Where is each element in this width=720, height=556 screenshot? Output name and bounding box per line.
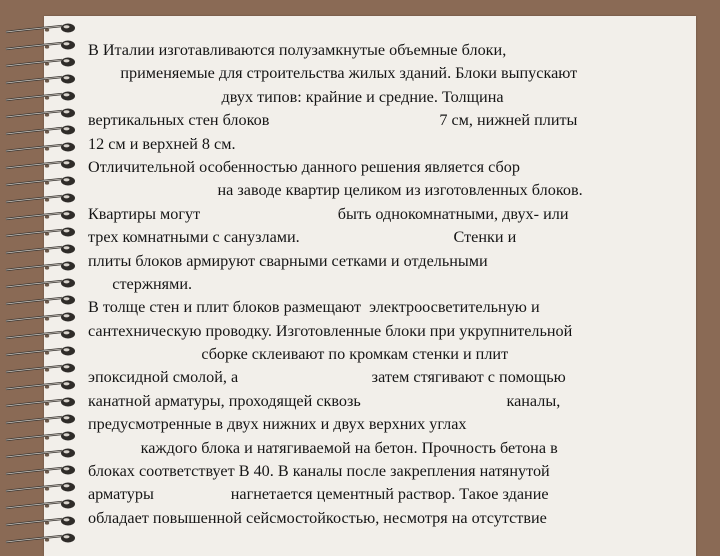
spiral-binding-ring-icon: [4, 362, 82, 374]
spiral-binding: [0, 0, 90, 540]
text-line: двух типов: крайние и средние. Толщина: [88, 87, 504, 106]
text-line: Отличительной особенностью данного решения является сбор: [88, 157, 520, 176]
spiral-binding-ring-icon: [4, 124, 82, 136]
spiral-binding-ring-icon: [4, 311, 82, 323]
spiral-binding-ring-icon: [4, 396, 82, 408]
text-line: применяемые для строительства жилых зданий. Блоки выпускают: [88, 64, 578, 83]
text-line: стержнями.: [88, 274, 193, 293]
text-line: эпоксидной смолой, а затем стягивают с помощью: [88, 368, 566, 387]
spiral-binding-ring-icon: [4, 294, 82, 306]
spiral-binding-ring-icon: [4, 481, 82, 493]
spiral-binding-ring-icon: [4, 328, 82, 340]
text-line: трех комнатными с санузлами. Стенки и: [88, 228, 517, 247]
spiral-binding-ring-icon: [4, 498, 82, 510]
spiral-binding-ring-icon: [4, 345, 82, 357]
text-line: блоках соответствует В 40. В каналы после закрепления натянутой: [88, 462, 550, 481]
spiral-binding-ring-icon: [4, 532, 82, 544]
spiral-binding-ring-icon: [4, 260, 82, 272]
spiral-binding-ring-icon: [4, 192, 82, 204]
text-line: плиты блоков армируют сварными сетками и отдельными: [88, 251, 488, 270]
spiral-binding-ring-icon: [4, 379, 82, 391]
text-line: канатной арматуры, проходящей сквозь каналы,: [88, 391, 561, 410]
text-line: сантехническую проводку. Изготовленные блоки при укрупнительной: [88, 321, 573, 340]
spiral-binding-ring-icon: [4, 141, 82, 153]
spiral-binding-ring-icon: [4, 39, 82, 51]
spiral-binding-ring-icon: [4, 175, 82, 187]
spiral-binding-ring-icon: [4, 277, 82, 289]
spiral-binding-ring-icon: [4, 430, 82, 442]
text-line: сборке склеивают по кромкам стенки и плит: [88, 345, 509, 364]
spiral-binding-ring-icon: [4, 413, 82, 425]
spiral-binding-ring-icon: [4, 90, 82, 102]
spiral-binding-ring-icon: [4, 209, 82, 221]
spiral-binding-ring-icon: [4, 515, 82, 527]
spiral-binding-ring-icon: [4, 226, 82, 238]
text-line: В толще стен и плит блоков размещают электроосветительную и: [88, 298, 540, 317]
spiral-binding-ring-icon: [4, 73, 82, 85]
text-line: арматуры нагнетается цементный раствор. Такое здание: [88, 485, 549, 504]
text-line: каждого блока и натягиваемой на бетон. Прочность бетона в: [88, 438, 558, 457]
text-line: предусмотренные в двух нижних и двух верхних углах: [88, 415, 467, 434]
text-line: Квартиры могут быть однокомнатными, двух- или: [88, 204, 569, 223]
spiral-binding-ring-icon: [4, 22, 82, 34]
text-line: 12 см и верхней 8 см.: [88, 134, 236, 153]
spiral-binding-ring-icon: [4, 464, 82, 476]
text-line: вертикальных стен блоков 7 см, нижней плиты: [88, 111, 578, 130]
document-body: [88, 39, 688, 530]
spiral-binding-ring-icon: [4, 107, 82, 119]
text-line: В Италии изготавливаются полузамкнутые объемные блоки,: [88, 41, 507, 59]
text-line: обладает повышенной сейсмостойкостью, несмотря на отсутствие: [88, 508, 547, 527]
spiral-binding-ring-icon: [4, 158, 82, 170]
text-line: на заводе квартир целиком из изготовленных блоков.: [88, 181, 583, 200]
spiral-binding-ring-icon: [4, 56, 82, 68]
spiral-binding-ring-icon: [4, 447, 82, 459]
spiral-binding-ring-icon: [4, 243, 82, 255]
